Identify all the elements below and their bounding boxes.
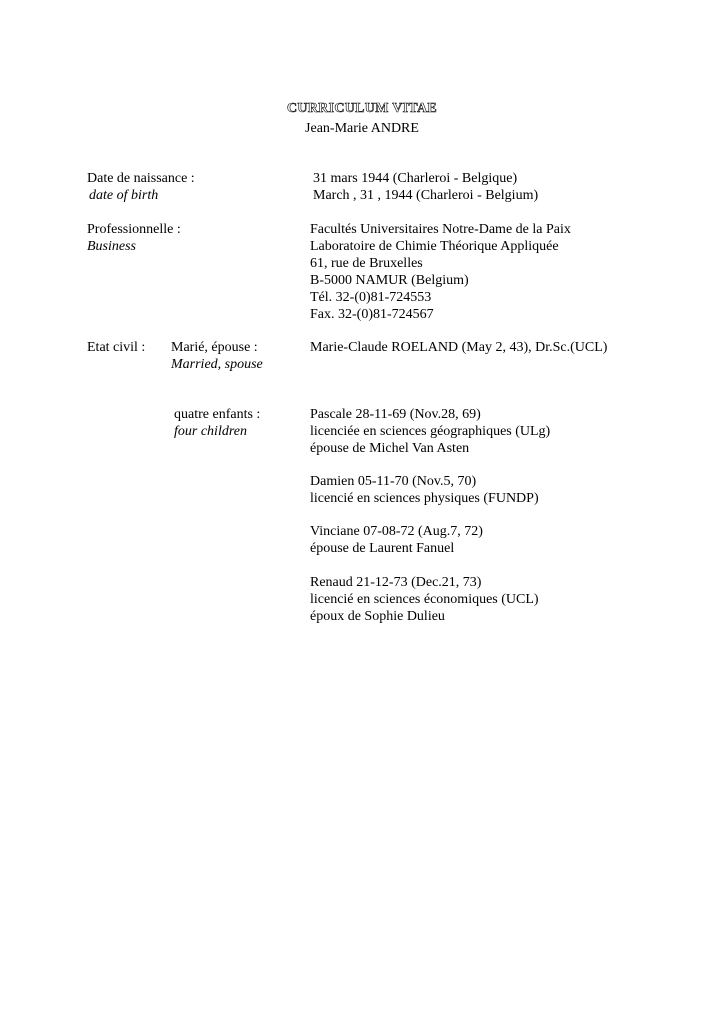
professional-line: Fax. 32-(0)81-724567 xyxy=(310,307,434,322)
professional-line: Tél. 32-(0)81-724553 xyxy=(310,290,432,305)
spouse-label-en: Married, spouse xyxy=(171,357,263,372)
child-line: épouse de Michel Van Asten xyxy=(310,441,470,456)
person-name: Jean-Marie ANDRE xyxy=(305,121,419,136)
child-line: Renaud 21-12-73 (Dec.21, 73) xyxy=(310,575,482,590)
civil-label: Etat civil : xyxy=(87,340,146,355)
spouse-value: Marie-Claude ROELAND (May 2, 43), Dr.Sc.(UCL) xyxy=(310,340,608,355)
spouse-label: Marié, épouse : xyxy=(171,340,258,355)
birth-label-en: date of birth xyxy=(89,188,159,203)
professional-label-en: Business xyxy=(87,239,136,254)
birth-label: Date de naissance : xyxy=(87,171,195,186)
children-label: quatre enfants : xyxy=(174,407,261,422)
birth-value: 31 mars 1944 (Charleroi - Belgique) xyxy=(313,171,518,186)
birth-value-en: March , 31 , 1944 (Charleroi - Belgium) xyxy=(313,188,539,203)
page-title: CURRICULUM VITAE xyxy=(286,101,438,116)
professional-line: B-5000 NAMUR (Belgium) xyxy=(310,273,469,288)
child-line: épouse de Laurent Fanuel xyxy=(310,541,455,556)
child-line: licencié en sciences physiques (FUNDP) xyxy=(310,491,539,506)
professional-line: Laboratoire de Chimie Théorique Appliquée xyxy=(310,239,559,254)
child-line: Pascale 28-11-69 (Nov.28, 69) xyxy=(310,407,481,422)
professional-label: Professionnelle : xyxy=(87,222,181,237)
child-line: licencié en sciences économiques (UCL) xyxy=(310,592,539,607)
professional-line: Facultés Universitaires Notre-Dame de la Paix xyxy=(310,222,571,237)
child-line: Vinciane 07-08-72 (Aug.7, 72) xyxy=(310,524,483,539)
child-line: époux de Sophie Dulieu xyxy=(310,609,445,624)
children-label-en: four children xyxy=(174,424,247,439)
child-line: Damien 05-11-70 (Nov.5, 70) xyxy=(310,474,477,489)
professional-line: 61, rue de Bruxelles xyxy=(310,256,423,271)
child-line: licenciée en sciences géographiques (ULg) xyxy=(310,424,551,439)
